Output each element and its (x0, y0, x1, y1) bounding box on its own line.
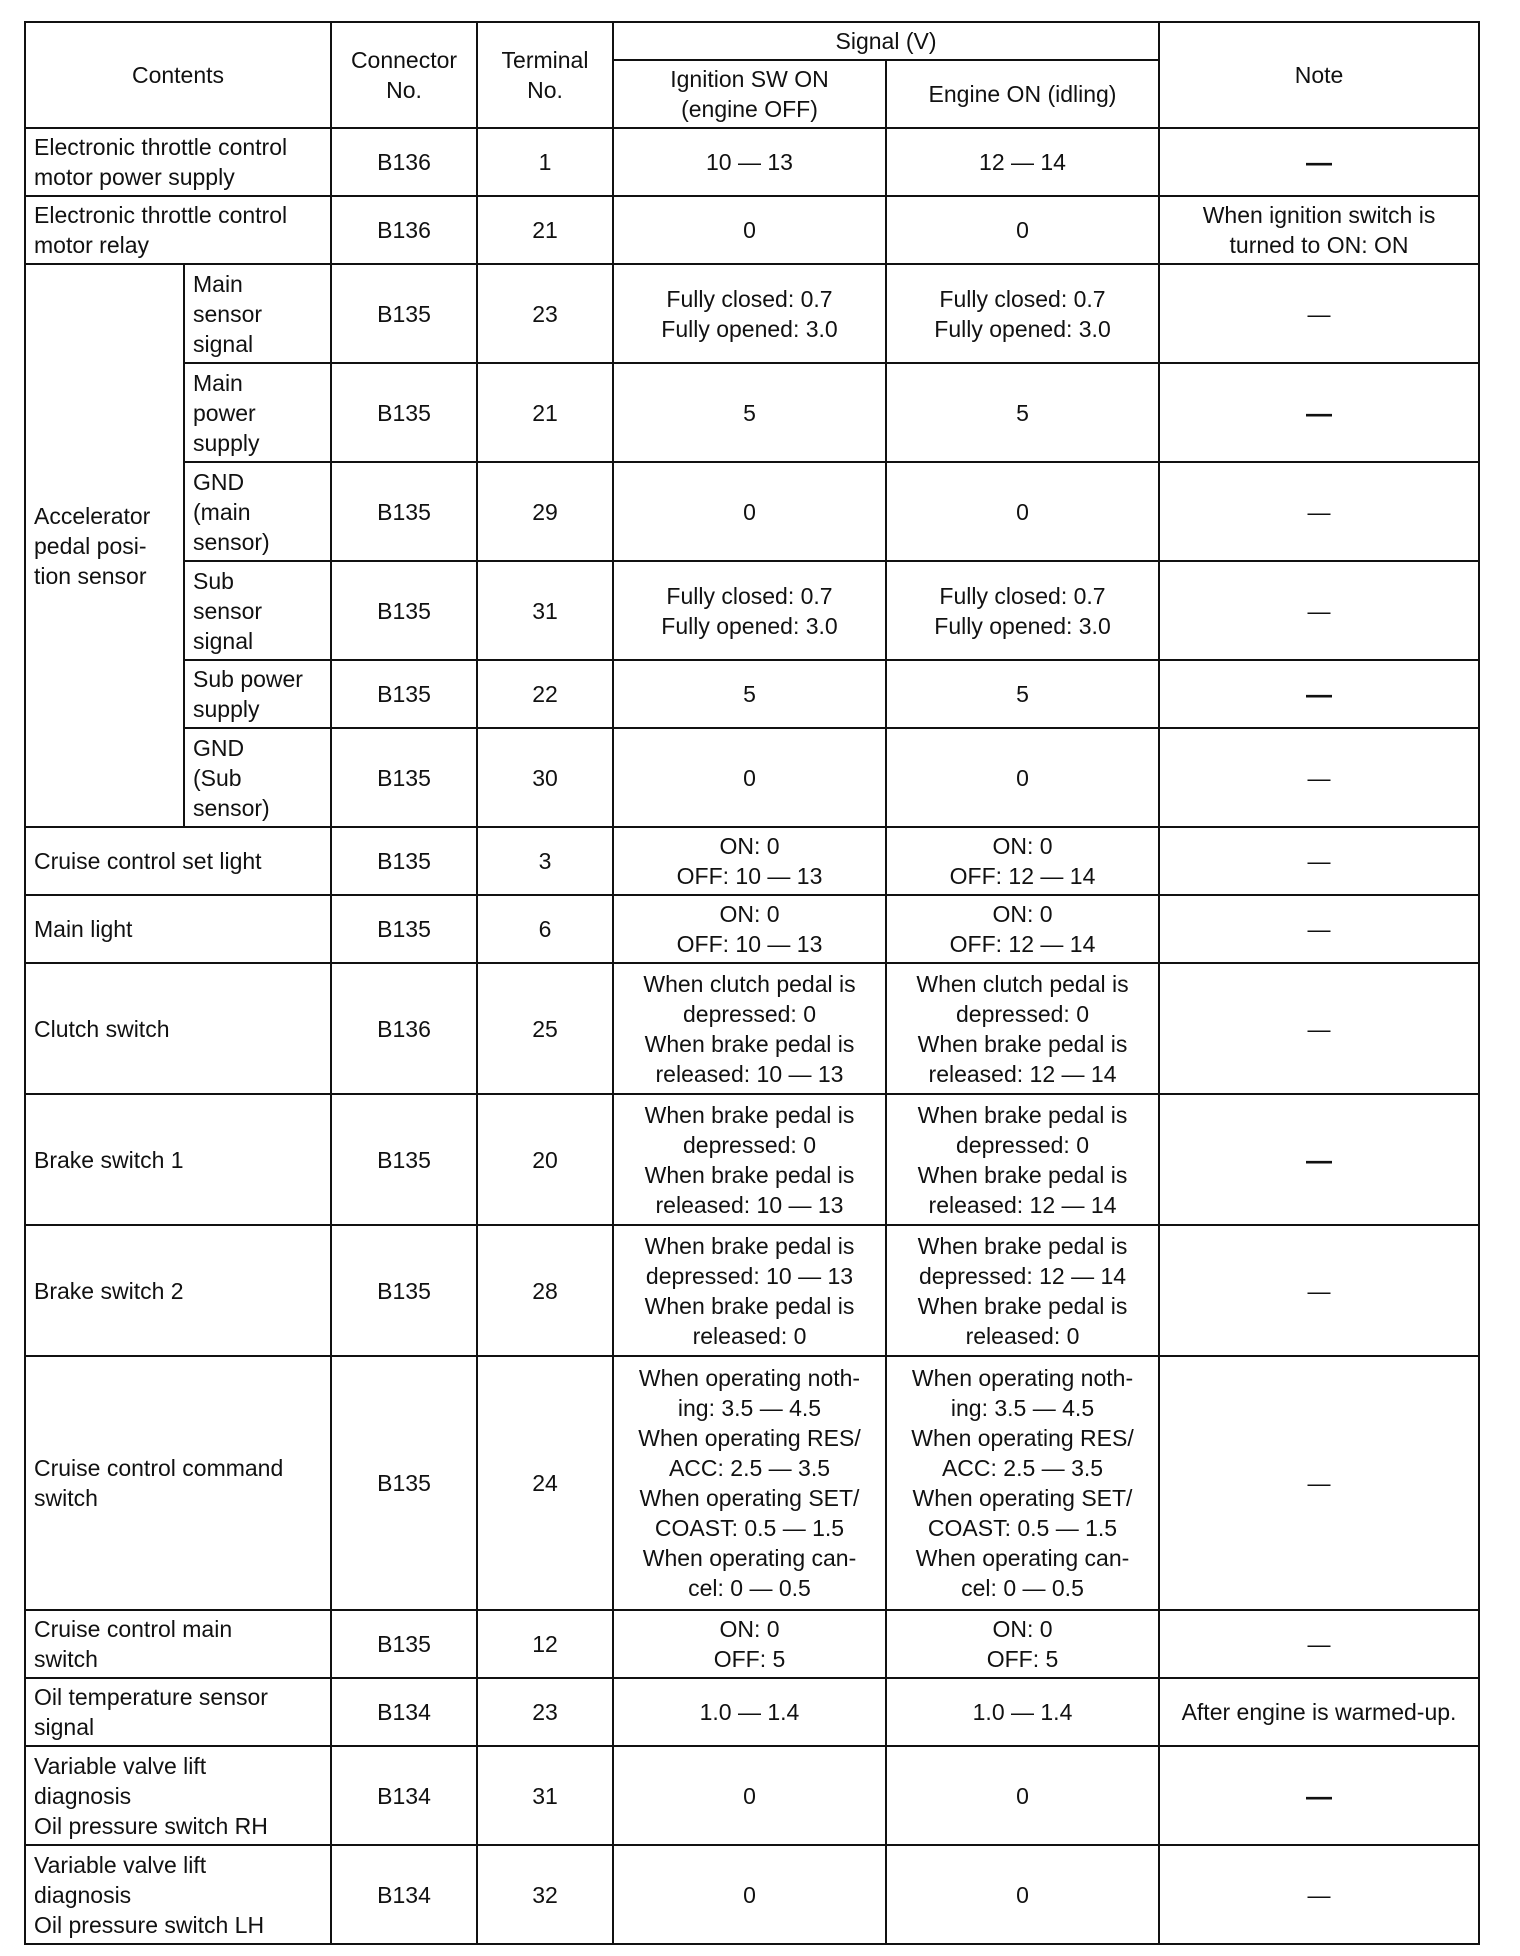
row-signal-ignition: 10 — 13 (613, 128, 886, 196)
row-signal-ignition: ON: 0 OFF: 5 (613, 1610, 886, 1678)
header-contents: Contents (25, 22, 331, 128)
row-contents: Main sensor signal (184, 264, 331, 363)
row-signal-ignition: ON: 0 OFF: 10 — 13 (613, 827, 886, 895)
row-signal-ignition: When operating noth- ing: 3.5 — 4.5 When operating RES/ ACC: 2.5 — 3.5 When operating SET/ COAST: 0.5 — 1.5 When operating can- cel: 0 — 0.5 (613, 1356, 886, 1610)
table-row (25, 1746, 1479, 1845)
row-contents: Brake switch 1 (25, 1094, 331, 1225)
row-contents: Variable valve lift diagnosis Oil pressure switch RH (25, 1746, 331, 1845)
row-contents: Cruise control set light (25, 827, 331, 895)
row-connector: B135 (331, 827, 477, 895)
row-contents: GND (Sub sensor) (184, 728, 331, 827)
row-terminal: 21 (477, 196, 613, 264)
table-row (25, 196, 1479, 264)
row-signal-engine: 12 — 14 (886, 128, 1159, 196)
table-row (25, 1225, 1479, 1356)
row-contents: Oil temperature sensor signal (25, 1678, 331, 1746)
table-row (25, 1094, 1479, 1225)
row-connector: B136 (331, 963, 477, 1094)
table-row (25, 561, 1479, 660)
row-signal-engine: 5 (886, 363, 1159, 462)
row-note: — (1159, 128, 1479, 196)
row-contents: GND (main sensor) (184, 462, 331, 561)
row-contents: Variable valve lift diagnosis Oil pressure switch LH (25, 1845, 331, 1944)
signal-table-container (24, 21, 1478, 1945)
group-accelerator-pedal-position-sensor: Accelerator pedal posi- tion sensor (25, 264, 184, 827)
row-signal-ignition: When brake pedal is depressed: 0 When brake pedal is released: 10 — 13 (613, 1094, 886, 1225)
table-row (25, 363, 1479, 462)
row-signal-engine: When brake pedal is depressed: 12 — 14 When brake pedal is released: 0 (886, 1225, 1159, 1356)
row-note: — (1159, 363, 1479, 462)
header-connector: Connector No. (331, 22, 477, 128)
row-signal-ignition: ON: 0 OFF: 10 — 13 (613, 895, 886, 963)
row-terminal: 24 (477, 1356, 613, 1610)
row-connector: B136 (331, 196, 477, 264)
row-terminal: 29 (477, 462, 613, 561)
row-note: — (1159, 1094, 1479, 1225)
table-row (25, 264, 1479, 363)
row-signal-engine: 5 (886, 660, 1159, 728)
signal-table (24, 21, 1480, 1945)
row-note: When ignition switch is turned to ON: ON (1159, 196, 1479, 264)
table-row (25, 963, 1479, 1094)
table-row (25, 660, 1479, 728)
table-row (25, 1356, 1479, 1610)
header-row-1 (25, 22, 1479, 60)
row-connector: B135 (331, 1356, 477, 1610)
row-note: — (1159, 963, 1479, 1094)
row-signal-engine: 0 (886, 1746, 1159, 1845)
row-terminal: 31 (477, 561, 613, 660)
row-terminal: 21 (477, 363, 613, 462)
row-note: — (1159, 561, 1479, 660)
row-signal-ignition: 5 (613, 363, 886, 462)
row-note: — (1159, 827, 1479, 895)
row-signal-ignition: 1.0 — 1.4 (613, 1678, 886, 1746)
row-note: — (1159, 264, 1479, 363)
row-connector: B135 (331, 462, 477, 561)
row-terminal: 22 (477, 660, 613, 728)
row-terminal: 20 (477, 1094, 613, 1225)
row-connector: B134 (331, 1845, 477, 1944)
row-note: — (1159, 1845, 1479, 1944)
row-connector: B135 (331, 264, 477, 363)
row-terminal: 12 (477, 1610, 613, 1678)
row-terminal: 23 (477, 264, 613, 363)
table-row (25, 1845, 1479, 1944)
table-row (25, 128, 1479, 196)
row-signal-ignition: 0 (613, 728, 886, 827)
table-row (25, 462, 1479, 561)
row-connector: B135 (331, 660, 477, 728)
row-contents: Main power supply (184, 363, 331, 462)
row-signal-engine: Fully closed: 0.7 Fully opened: 3.0 (886, 561, 1159, 660)
row-contents: Electronic throttle control motor power supply (25, 128, 331, 196)
row-note: After engine is warmed-up. (1159, 1678, 1479, 1746)
row-contents: Main light (25, 895, 331, 963)
row-connector: B134 (331, 1746, 477, 1845)
row-signal-ignition: When clutch pedal is depressed: 0 When brake pedal is released: 10 — 13 (613, 963, 886, 1094)
row-terminal: 31 (477, 1746, 613, 1845)
row-terminal: 25 (477, 963, 613, 1094)
table-row (25, 1610, 1479, 1678)
row-note: — (1159, 895, 1479, 963)
row-signal-engine: When brake pedal is depressed: 0 When brake pedal is released: 12 — 14 (886, 1094, 1159, 1225)
row-connector: B135 (331, 1225, 477, 1356)
row-terminal: 1 (477, 128, 613, 196)
row-note: — (1159, 1225, 1479, 1356)
row-note: — (1159, 660, 1479, 728)
row-signal-engine: ON: 0 OFF: 12 — 14 (886, 895, 1159, 963)
row-terminal: 23 (477, 1678, 613, 1746)
row-connector: B135 (331, 895, 477, 963)
row-connector: B135 (331, 363, 477, 462)
row-signal-ignition: Fully closed: 0.7 Fully opened: 3.0 (613, 561, 886, 660)
table-row (25, 895, 1479, 963)
row-signal-engine: 0 (886, 728, 1159, 827)
header-terminal: Terminal No. (477, 22, 613, 128)
header-ignition-sw-on: Ignition SW ON (engine OFF) (613, 60, 886, 128)
row-contents: Clutch switch (25, 963, 331, 1094)
row-signal-engine: When clutch pedal is depressed: 0 When brake pedal is released: 12 — 14 (886, 963, 1159, 1094)
row-connector: B135 (331, 1094, 477, 1225)
table-row (25, 827, 1479, 895)
row-signal-engine: 0 (886, 1845, 1159, 1944)
row-contents: Electronic throttle control motor relay (25, 196, 331, 264)
row-note: — (1159, 1746, 1479, 1845)
row-signal-engine: 0 (886, 462, 1159, 561)
row-connector: B135 (331, 728, 477, 827)
row-signal-engine: When operating noth- ing: 3.5 — 4.5 When operating RES/ ACC: 2.5 — 3.5 When operating SET/ COAST: 0.5 — 1.5 When operating can- cel: 0 — 0.5 (886, 1356, 1159, 1610)
row-signal-engine: ON: 0 OFF: 5 (886, 1610, 1159, 1678)
table-row (25, 728, 1479, 827)
row-signal-engine: 0 (886, 196, 1159, 264)
row-terminal: 3 (477, 827, 613, 895)
row-signal-engine: ON: 0 OFF: 12 — 14 (886, 827, 1159, 895)
row-signal-ignition: 0 (613, 1746, 886, 1845)
row-terminal: 28 (477, 1225, 613, 1356)
row-signal-engine: Fully closed: 0.7 Fully opened: 3.0 (886, 264, 1159, 363)
row-connector: B134 (331, 1678, 477, 1746)
row-contents: Cruise control command switch (25, 1356, 331, 1610)
row-terminal: 30 (477, 728, 613, 827)
row-contents: Sub sensor signal (184, 561, 331, 660)
row-note: — (1159, 728, 1479, 827)
row-note: — (1159, 462, 1479, 561)
header-signal: Signal (V) (613, 22, 1159, 60)
table-row (25, 1678, 1479, 1746)
header-note: Note (1159, 22, 1479, 128)
row-contents: Cruise control main switch (25, 1610, 331, 1678)
row-connector: B136 (331, 128, 477, 196)
row-signal-engine: 1.0 — 1.4 (886, 1678, 1159, 1746)
header-engine-on: Engine ON (idling) (886, 60, 1159, 128)
row-contents: Brake switch 2 (25, 1225, 331, 1356)
row-signal-ignition: When brake pedal is depressed: 10 — 13 When brake pedal is released: 0 (613, 1225, 886, 1356)
row-signal-ignition: 0 (613, 1845, 886, 1944)
row-signal-ignition: 0 (613, 196, 886, 264)
row-signal-ignition: Fully closed: 0.7 Fully opened: 3.0 (613, 264, 886, 363)
row-signal-ignition: 5 (613, 660, 886, 728)
row-note: — (1159, 1610, 1479, 1678)
row-signal-ignition: 0 (613, 462, 886, 561)
row-terminal: 6 (477, 895, 613, 963)
row-connector: B135 (331, 1610, 477, 1678)
row-terminal: 32 (477, 1845, 613, 1944)
row-connector: B135 (331, 561, 477, 660)
row-contents: Sub power supply (184, 660, 331, 728)
row-note: — (1159, 1356, 1479, 1610)
